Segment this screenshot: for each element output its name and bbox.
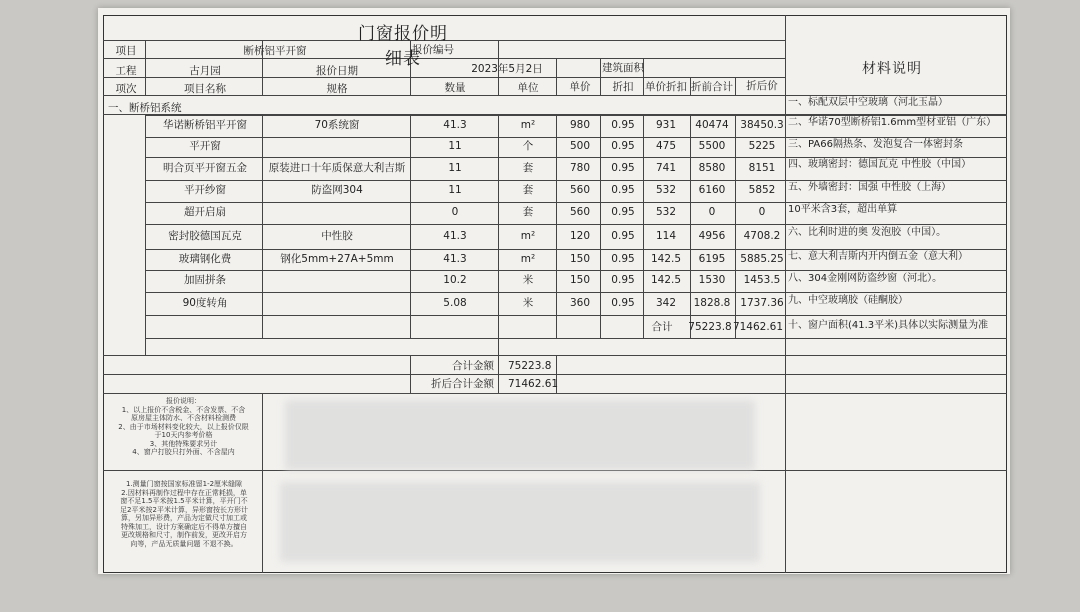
cell-unit: m² [520, 230, 536, 242]
col-unit: 单位 [517, 82, 539, 94]
cell-disc: 0.95 [611, 162, 635, 174]
grid-line [103, 393, 1007, 394]
cell-post: 38450.3 [740, 119, 784, 131]
cell-unit: m² [520, 253, 536, 265]
note-line: 4、窗户打胶只打外面、不含屋内 [132, 448, 235, 456]
cell-post: 0 [758, 206, 766, 218]
note-line: 原房屋主体防水、不含材料检测费 [131, 414, 236, 422]
cell-dprice: 532 [655, 184, 677, 196]
grid-line [145, 137, 1007, 138]
total-value: 75223.8 [508, 360, 552, 372]
cell-qty: 0 [451, 206, 459, 218]
grid-line [145, 40, 146, 95]
cell-dprice: 142.5 [650, 253, 682, 265]
grid-line [600, 114, 601, 338]
cell-post: 5885.25 [740, 253, 784, 265]
material-item: 五、外墙密封：国强 中性胶（上海） [788, 182, 952, 193]
cell-qty: 11 [448, 184, 462, 196]
cell-disc: 0.95 [611, 119, 635, 131]
quote-notes-title: 报价说明： [166, 397, 201, 405]
cell-disc: 0.95 [611, 206, 635, 218]
cell-dprice: 142.5 [650, 274, 682, 286]
grid-line [145, 315, 1007, 316]
grid-line [735, 77, 736, 95]
grid-line [103, 470, 1007, 471]
cell-disc: 0.95 [611, 230, 635, 242]
measure-notes [108, 480, 260, 548]
cell-name: 超开启扇 [184, 206, 226, 218]
cell-unit: m² [520, 119, 536, 131]
note-line: 2.因材料再制作过程中存在正常耗损，单 [121, 488, 247, 497]
subtotal-pre: 75223.8 [688, 321, 732, 333]
cell-spec: 钢化5mm+27A+5mm [280, 253, 394, 265]
material-item: 10平米含3套，超出单算 [788, 204, 898, 215]
cell-name: 加固拼条 [184, 274, 226, 286]
document-title: 门窗报价明细表 [358, 24, 448, 69]
cell-price: 150 [569, 253, 591, 265]
cell-pre: 0 [708, 206, 716, 218]
grid-line [556, 58, 557, 95]
grid-line [145, 180, 1007, 181]
subtotal-post: 71462.61 [732, 321, 784, 333]
disc-total-value: 71462.61 [508, 378, 559, 390]
material-item: 四、玻璃密封：德国瓦克 中性胶（中国） [788, 159, 972, 170]
cell-name: 90度转角 [182, 297, 228, 309]
cell-pre: 6160 [698, 184, 726, 196]
cell-unit: 个 [522, 140, 534, 152]
col-post-total: 折后价 [746, 80, 778, 92]
grid-line [410, 114, 411, 338]
col-pre-total: 折前合计 [691, 81, 733, 93]
building-area-label: 建筑面积 [602, 62, 644, 74]
cell-dprice: 532 [655, 206, 677, 218]
grid-line [145, 338, 1007, 339]
cell-pre: 1828.8 [693, 297, 731, 309]
note-line: 1、以上报价不含税金、不含发票、不含 [121, 405, 246, 414]
grid-line [145, 270, 1007, 271]
cell-pre: 6195 [698, 253, 726, 265]
project-label: 项目 [115, 45, 137, 57]
quote-no-label: 报价编号 [412, 44, 454, 56]
material-item: 六、比利时进的奥 发泡胶（中国）。 [788, 227, 947, 238]
cell-price: 360 [569, 297, 591, 309]
cell-spec: 70系统窗 [314, 119, 360, 131]
cell-price: 560 [569, 206, 591, 218]
redacted-area [280, 482, 760, 562]
cell-unit: 套 [522, 162, 534, 174]
cell-dprice: 475 [655, 140, 677, 152]
grid-line [643, 114, 644, 338]
cell-post: 5225 [748, 140, 776, 152]
cell-disc: 0.95 [611, 274, 635, 286]
cell-unit: 套 [522, 206, 534, 218]
col-seq: 项次 [115, 83, 137, 95]
cell-disc: 0.95 [611, 297, 635, 309]
note-line: 算，另加异形费，产品为定做尺寸加工或 [121, 514, 247, 522]
grid-line [145, 202, 1007, 203]
cell-post: 5852 [748, 184, 776, 196]
project-name-label: 工程 [115, 65, 137, 77]
cell-post: 4708.2 [743, 230, 781, 242]
material-header: 材料说明 [862, 61, 922, 77]
subtotal-label: 合计 [651, 321, 673, 333]
cell-unit: 套 [522, 184, 534, 196]
cell-post: 1737.36 [740, 297, 784, 309]
cell-spec: 原装进口十年质保意大利吉斯 [268, 162, 406, 174]
grid-line [103, 95, 1007, 96]
cell-disc: 0.95 [611, 253, 635, 265]
cell-pre: 40474 [695, 119, 729, 131]
grid-line [145, 224, 1007, 225]
redacted-area [285, 400, 755, 470]
cell-unit: 米 [522, 274, 534, 286]
grid-line [600, 58, 601, 95]
cell-pre: 1530 [698, 274, 726, 286]
grid-line [145, 157, 1007, 158]
grid-line [690, 114, 691, 338]
cell-spec: 中性胶 [321, 230, 353, 242]
cell-name: 平开纱窗 [184, 184, 226, 196]
section-title: 一、断桥铝系统 [108, 102, 182, 114]
col-disc-price: 单价折扣 [645, 81, 687, 93]
grid-line [262, 393, 263, 573]
note-line: 于10天内参考价格 [154, 431, 213, 439]
material-item: 一、标配双层中空玻璃（河北玉晶） [788, 97, 948, 108]
cell-price: 120 [569, 230, 591, 242]
material-item: 二、华诺70型断桥铝1.6mm型材亚铝（广东） [788, 117, 997, 128]
quote-date-value: 2023年5月2日 [471, 63, 543, 75]
cell-price: 500 [569, 140, 591, 152]
grid-line [103, 77, 785, 78]
cell-pre: 8580 [698, 162, 726, 174]
col-price: 单价 [569, 81, 591, 93]
note-line: 1.测量门窗按国家标准留1-2厘米缝隙 [125, 480, 243, 488]
note-line: 窗不足1.5平米按1.5平米计算，平开门不 [120, 497, 248, 505]
total-label: 合计金额 [452, 360, 494, 372]
cell-price: 560 [569, 184, 591, 196]
cell-pre: 4956 [698, 230, 726, 242]
note-line: 足2平米按2平米计算，异形窗按长方形计 [120, 505, 248, 514]
cell-price: 150 [569, 274, 591, 286]
cell-qty: 5.08 [443, 297, 467, 309]
grid-line [145, 292, 1007, 293]
cell-qty: 41.3 [443, 253, 467, 265]
note-line: 向等，产品无质量问题 不退不换。 [130, 539, 238, 548]
col-qty: 数量 [444, 82, 466, 94]
note-line: 3、其他特殊要求另计 [149, 439, 218, 448]
cell-disc: 0.95 [611, 184, 635, 196]
grid-line [735, 114, 736, 338]
cell-name: 华诺断桥铝平开窗 [163, 119, 247, 131]
cell-qty: 41.3 [443, 119, 467, 131]
cell-name: 玻璃钢化费 [178, 253, 232, 265]
col-spec: 规格 [326, 83, 348, 95]
note-line: 2、由于市场材料变化较大，以上报价仅限 [118, 422, 249, 431]
grid-line [262, 114, 263, 338]
cell-qty: 11 [448, 162, 462, 174]
cell-name: 平开窗 [189, 140, 221, 152]
grid-line [498, 114, 499, 393]
cell-price: 780 [569, 162, 591, 174]
grid-line [103, 374, 1007, 375]
material-item: 七、意大利吉斯内开内倒五金（意大利） [788, 251, 968, 262]
cell-post: 8151 [748, 162, 776, 174]
quote-date-label: 报价日期 [316, 65, 358, 77]
cell-price: 980 [569, 119, 591, 131]
cell-spec: 防盗网304 [311, 184, 363, 196]
note-line: 特殊加工，设计方案确定后不得单方擅自 [121, 522, 247, 531]
note-line: 更改规格和尺寸，制作前发，更改开启方 [121, 531, 247, 539]
col-discount: 折扣 [612, 81, 634, 93]
cell-post: 1453.5 [743, 274, 781, 286]
quote-notes-lines [106, 406, 261, 457]
cell-name: 密封胶德国瓦克 [168, 230, 242, 242]
cell-qty: 41.3 [443, 230, 467, 242]
grid-line [556, 114, 557, 338]
col-item: 项目名称 [184, 83, 226, 95]
cell-pre: 5500 [698, 140, 726, 152]
disc-total-label: 折后合计金额 [431, 378, 494, 390]
measure-notes-lines [108, 480, 260, 548]
cell-name: 明合页平开窗五金 [163, 162, 247, 174]
grid-line [145, 114, 146, 355]
project-name-value: 古月园 [189, 65, 221, 77]
grid-line [145, 249, 1007, 250]
grid-line [145, 115, 1007, 116]
cell-dprice: 741 [655, 162, 677, 174]
material-item: 八、304金刚网防盗纱窗（河北）。 [788, 273, 943, 284]
cell-dprice: 114 [655, 230, 677, 242]
project-value: 断桥铝平开窗 [243, 45, 307, 57]
cell-qty: 11 [448, 140, 462, 152]
cell-dprice: 931 [655, 119, 677, 131]
cell-dprice: 342 [655, 297, 677, 309]
cell-qty: 10.2 [443, 274, 467, 286]
material-item: 三、PA66隔热条、发泡复合一体密封条 [788, 139, 963, 150]
grid-line [103, 355, 1007, 356]
quote-notes [106, 397, 261, 457]
grid-line [410, 355, 411, 393]
material-item: 十、窗户面积(41.3平米)具体以实际测量为准 [788, 320, 989, 331]
cell-unit: 米 [522, 297, 534, 309]
cell-disc: 0.95 [611, 140, 635, 152]
material-item: 九、中空玻璃胶（硅酮胶） [788, 295, 908, 306]
grid-line [785, 15, 786, 573]
